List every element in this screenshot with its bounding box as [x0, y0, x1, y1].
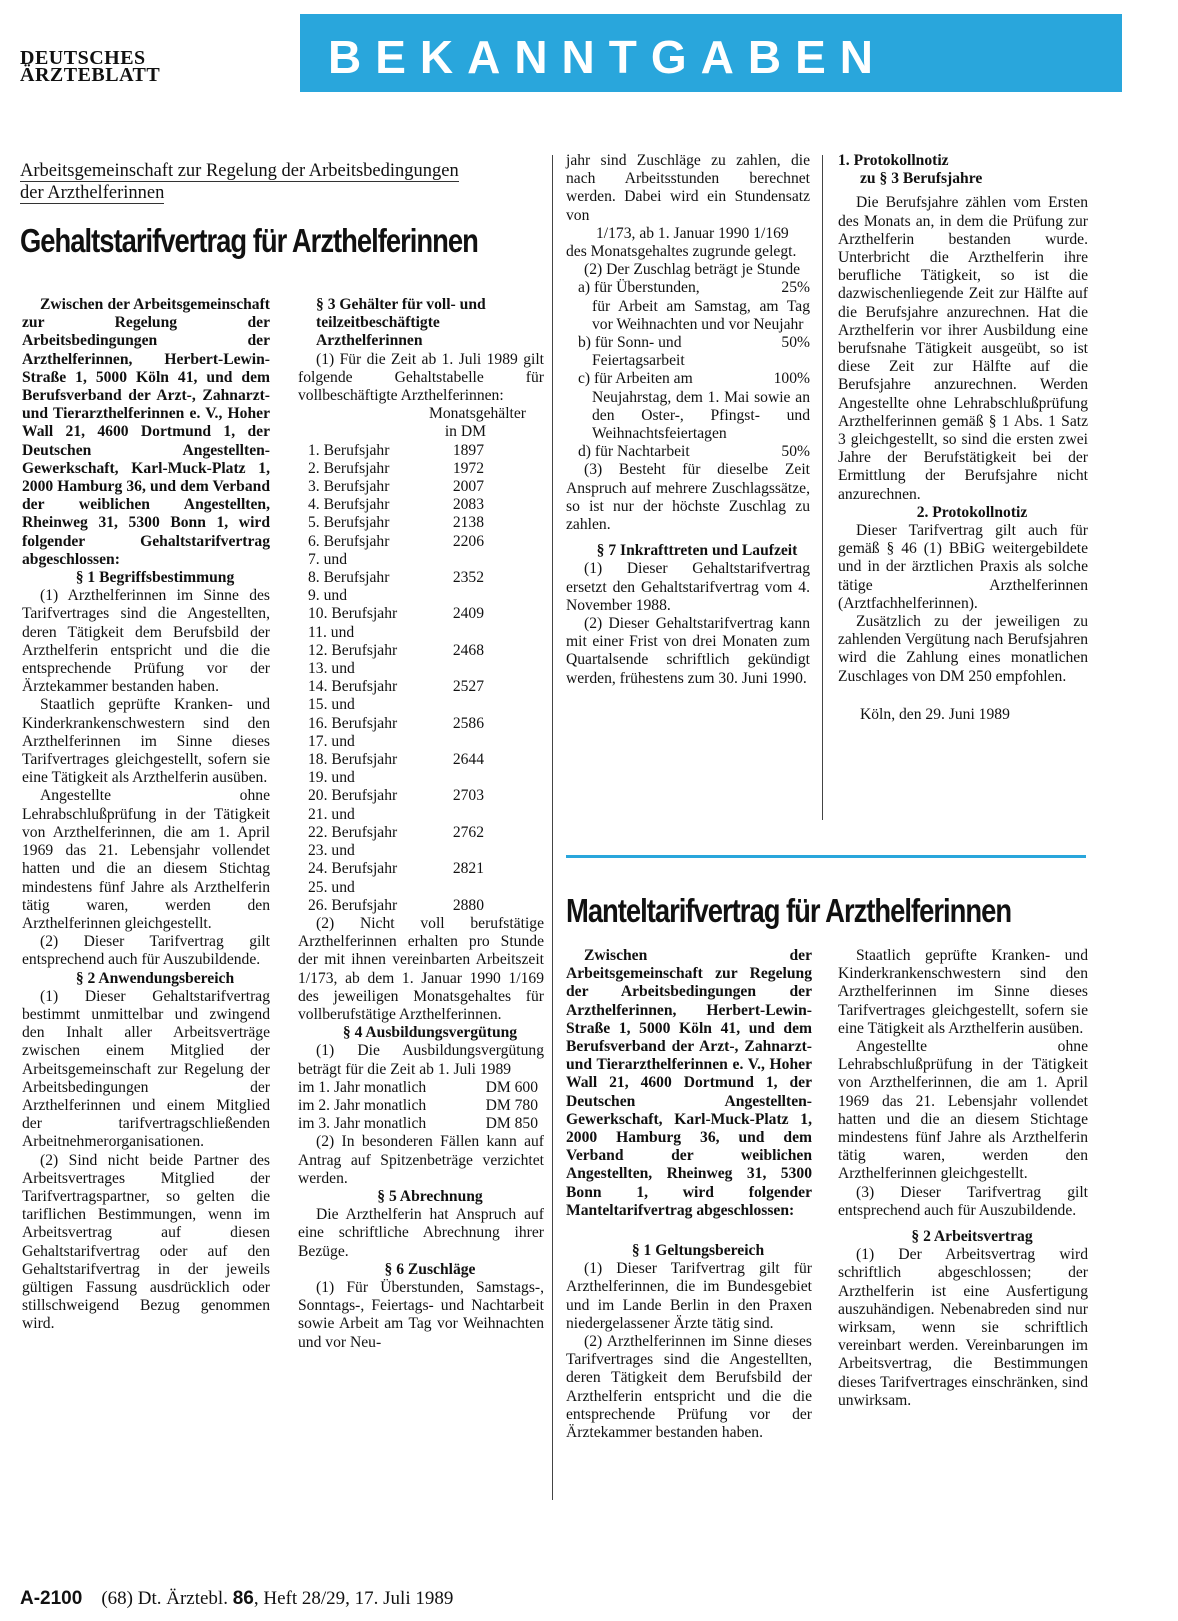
- berufsjahr-cell: 19. und: [308, 769, 355, 787]
- training-year-label: im 1. Jahr monatlich: [298, 1078, 427, 1096]
- table-row: [298, 715, 544, 733]
- berufsjahr-cell: 1. Berufsjahr: [308, 441, 390, 459]
- salary-cell: 2409: [452, 605, 484, 623]
- paragraph: (1) Arzthelferinnen im Sinne des Tarifvertrages sind die Angestellten, deren Tätigkeit dem Berufsbild der Arzthelferin entspricht und die die entsprechende Prüfung vor der Ärztekammer bestanden haben.: [22, 587, 270, 696]
- table-row: [298, 514, 544, 532]
- berufsjahr-cell: 11. und: [308, 623, 355, 641]
- berufsjahr-cell: 20. Berufsjahr: [308, 787, 398, 805]
- table-row: [298, 842, 544, 860]
- section-banner: [300, 14, 1122, 92]
- paragraph: (3) Dieser Tarifvertrag gilt entsprechend auch für Auszubildende.: [838, 1183, 1088, 1219]
- surcharge-c-desc: Neujahrstag, dem 1. Mai sowie an den Oster-, Pfingst- und Weihnachtsfeiertagen: [592, 388, 810, 443]
- table-row: [298, 660, 544, 678]
- table-row: [298, 605, 544, 623]
- column-3: [566, 152, 810, 688]
- table-row: [298, 696, 544, 714]
- salary-cell: 2468: [452, 641, 484, 659]
- table-row: [298, 806, 544, 824]
- banner-title: BEKANNTGABEN: [328, 31, 887, 83]
- section-4-title: § 4 Ausbildungsvergütung: [342, 1024, 518, 1042]
- table-row: [298, 733, 544, 751]
- table-row: [298, 860, 544, 878]
- section-separator: [566, 855, 1086, 858]
- org-line1: Arbeitsgemeinschaft zur Regelung der Arbeitsbedingungen: [20, 161, 459, 181]
- berufsjahr-cell: 12. Berufsjahr: [308, 641, 398, 659]
- paragraph: (1) Dieser Gehaltstarifvertrag bestimmt unmittelbar und zwingend den Inhalt aller Arbeitsverträge zwischen einem Mitglied der Arbeitsgemeinschaft zur Regelung der Arbeitsbedingungen der Arzthelferinnen und einem Mitglied der tarifvertragschließenden Arbeitnehmerorganisationen.: [22, 987, 270, 1151]
- intro-paragraph: Zwischen der Arbeitsgemeinschaft zur Regelung der Arbeitsbedingungen der Arzthelferinnen, Herbert-Lewin-Straße 1, 5000 Köln 41, und dem Berufsverband der Arzt-, Zahnarzt- und Tierarzthelferinnen e. V., Hoher Wall 21, 4600 Dortmund 1, der Deutschen Angestellten-Gewerkschaft, Karl-Muck-Platz 1, 2000 Hamburg 36, und dem Verband der weiblichen Angestellten, Rheinweg 31, 5300 Bonn 1, wird folgender Gehaltstarifvertrag abgeschlossen:: [22, 296, 270, 568]
- berufsjahr-cell: 23. und: [308, 842, 355, 860]
- table-row: [298, 569, 544, 587]
- table-header-line1: Monatsgehälter: [429, 405, 526, 423]
- title-manteltarifvertrag: Manteltarifvertrag für Arzthelferinnen: [566, 892, 1012, 929]
- paragraph: Angestellte ohne Lehrabschlußprüfung in der Tätigkeit von Arzthelferinnen, die am 1. April 1969 das 21. Lebensjahr vollendet hatten und die an diesem Stichtage mindestens fünf Jahre als Arzthelferin tätig waren, werden den Arzthelferinnen gleichgestellt.: [838, 1038, 1088, 1183]
- table-row: [298, 678, 544, 696]
- column-5: [566, 947, 812, 1442]
- paragraph: (1) Dieser Tarifvertrag gilt für Arzthelferinnen, die im Bundesgebiet und im Lande Berlin in den Praxen niedergelassener Ärzte tätig sind.: [566, 1260, 812, 1332]
- section-2-title: § 2 Anwendungsbereich: [75, 969, 235, 987]
- journal-logo: [20, 47, 200, 86]
- section-1-title: § 1 Geltungsbereich: [631, 1242, 765, 1260]
- column-divider: [822, 155, 823, 820]
- berufsjahr-cell: 10. Berufsjahr: [308, 605, 398, 623]
- salary-cell: 2586: [452, 714, 484, 732]
- salary-cell: 1972: [452, 459, 484, 477]
- berufsjahr-cell: 21. und: [308, 805, 355, 823]
- training-pay-amount: DM 780: [485, 1096, 538, 1114]
- paragraph: (1) Für die Zeit ab 1. Juli 1989 gilt folgende Gehaltstabelle für vollbeschäftigte Arzthelferinnen:: [298, 350, 544, 405]
- training-pay-item: [298, 1115, 544, 1133]
- section-6-title: § 6 Zuschläge: [384, 1260, 476, 1278]
- rate-line: 1/173, ab 1. Januar 1990 1/169: [596, 224, 789, 242]
- page-footer: [20, 1588, 453, 1610]
- paragraph: (3) Besteht für dieselbe Zeit Anspruch auf mehrere Zuschlagssätze, so ist nur der höchste Zuschlag zu zahlen.: [566, 461, 810, 534]
- table-row: [298, 897, 544, 915]
- table-row: [298, 551, 544, 569]
- note-1-subtitle: zu § 3 Berufsjahre: [860, 170, 983, 188]
- column-4: [838, 152, 1088, 724]
- table-row: [298, 624, 544, 642]
- table-row: [298, 496, 544, 514]
- salary-cell: 2206: [452, 532, 484, 550]
- paragraph: (2) Dieser Gehaltstarifvertrag kann mit einer Frist von drei Monaten zum Quartalsende schriftlich gekündigt werden, frühestens zum 30. Juni 1990.: [566, 615, 810, 687]
- salary-cell: 1897: [452, 441, 484, 459]
- paragraph: (2) Arzthelferinnen im Sinne dieses Tarifvertrages sind die Angestellten, deren Tätigkeit dem Berufsbild der Arzthelferin entspricht und die die entsprechende Prüfung vor der Ärztekammer bestanden haben.: [566, 1333, 812, 1442]
- salary-cell: 2352: [452, 569, 484, 587]
- salary-cell: [426, 551, 544, 569]
- section-5-title: § 5 Abrechnung: [377, 1187, 483, 1205]
- paragraph: Zusätzlich zu der jeweiligen zu zahlenden Vergütung nach Berufsjahren wird die Zahlung eines monatlichen Zuschlages von DM 250 empfohlen.: [838, 613, 1088, 685]
- berufsjahr-cell: 9. und: [308, 587, 347, 605]
- paragraph: Die Arzthelferin hat Anspruch auf eine schriftliche Abrechnung ihrer Bezüge.: [298, 1206, 544, 1260]
- table-row: [298, 533, 544, 551]
- salary-cell: [426, 660, 544, 678]
- salary-cell: [426, 624, 544, 642]
- berufsjahr-cell: 22. Berufsjahr: [308, 823, 398, 841]
- training-pay-list: [298, 1079, 544, 1134]
- surcharge-a-desc: für Arbeit am Samstag, am Tag vor Weihnachten und vor Neujahr: [592, 297, 810, 333]
- paragraph: (2) Dieser Tarifvertrag gilt entsprechend auch für Auszubildende.: [22, 933, 270, 969]
- salary-cell: [426, 587, 544, 605]
- table-row: [298, 824, 544, 842]
- title-gehaltstarifvertrag: Gehaltstarifvertrag für Arzthelferinnen: [20, 222, 478, 259]
- salary-cell: 2644: [452, 751, 484, 769]
- table-row: [298, 442, 544, 460]
- table-header: [298, 405, 544, 441]
- berufsjahr-cell: 8. Berufsjahr: [308, 569, 390, 587]
- paragraph: (1) Der Arbeitsvertrag wird schriftlich abgeschlossen; der Arzthelferin ist eine Ausfertigung auszuhändigen. Nebenabreden sind nur wirksam, wenn sie schriftlich vereinbart werden. Vereinbarungen im Arbeitsvertrag, die Bestimmungen dieses Tarifvertrages einschränken, sind unwirksam.: [838, 1246, 1088, 1409]
- paragraph: des Monatsgehaltes zugrunde gelegt.: [566, 243, 797, 261]
- salary-cell: 2762: [452, 823, 484, 841]
- note-2-title: 2. Protokollnotiz: [916, 503, 1028, 521]
- logo-line1: DEUTSCHES: [20, 47, 146, 69]
- salary-table: [298, 442, 544, 915]
- berufsjahr-cell: 17. und: [308, 732, 355, 750]
- surcharge-c-label: c) für Arbeiten am: [578, 370, 693, 388]
- section-3-title: § 3 Gehälter für voll- und teilzeitbeschäftigte Arzthelferinnen: [316, 296, 486, 350]
- journal-ref: (68) Dt. Ärztebl.: [101, 1588, 228, 1609]
- berufsjahr-cell: 25. und: [308, 878, 355, 896]
- paragraph: (2) In besonderen Fällen kann auf Antrag auf Spitzenbeträge verzichtet werden.: [298, 1133, 544, 1187]
- surcharge-c-value: 100%: [773, 370, 810, 388]
- salary-cell: [426, 806, 544, 824]
- paragraph: (2) Der Zuschlag beträgt je Stunde: [584, 261, 801, 279]
- surcharge-d-label: d) für Nachtarbeit: [578, 443, 690, 461]
- salary-cell: 2703: [452, 787, 484, 805]
- table-row: [298, 769, 544, 787]
- salary-cell: [426, 842, 544, 860]
- salary-cell: 2880: [452, 896, 484, 914]
- paragraph: Staatlich geprüfte Kranken- und Kinderkrankenschwestern sind den Arzthelferinnen im Sinne dieses Tarifvertrages gleichgestellt, sofern sie eine Tätigkeit als Arzthelferin ausüben.: [838, 947, 1088, 1037]
- berufsjahr-cell: 13. und: [308, 660, 355, 678]
- surcharge-a-value: 25%: [781, 279, 810, 297]
- table-row: [298, 478, 544, 496]
- training-pay-amount: DM 850: [485, 1115, 538, 1133]
- organization-heading: [20, 160, 560, 204]
- salary-cell: 2083: [452, 496, 484, 514]
- berufsjahr-cell: 26. Berufsjahr: [308, 896, 398, 914]
- signature-date: Köln, den 29. Juni 1989: [860, 705, 1010, 723]
- paragraph: jahr sind Zuschläge zu zahlen, die nach Arbeitsstunden berechnet werden. Dabei wird ein Stundensatz von: [566, 152, 810, 224]
- paragraph: Dieser Tarifvertrag gilt auch für gemäß § 46 (1) BBiG weitergebildete und in der ärztlichen Praxis als solche tätige Arzthelferinnen (Arztfachhelferinnen).: [838, 522, 1088, 612]
- surcharge-a-label: a) für Überstunden,: [578, 279, 700, 297]
- salary-cell: 2821: [452, 860, 484, 878]
- section-1-title: § 1 Begriffsbestimmung: [75, 569, 235, 587]
- berufsjahr-cell: 16. Berufsjahr: [308, 714, 398, 732]
- salary-cell: [426, 879, 544, 897]
- section-2-title: § 2 Arbeitsvertrag: [911, 1228, 1033, 1246]
- table-row: [298, 751, 544, 769]
- logo-line2: ÄRZTEBLATT: [20, 64, 161, 86]
- page-number: A-2100: [20, 1588, 83, 1609]
- section-7-title: § 7 Inkrafttreten und Laufzeit: [596, 542, 798, 560]
- paragraph: Staatlich geprüfte Kranken- und Kinderkrankenschwestern sind den Arzthelferinnen im Sinne dieses Tarifvertrages gleichgestellt, sofern sie eine Tätigkeit als Arzthelferin ausüben.: [22, 696, 270, 787]
- berufsjahr-cell: 3. Berufsjahr: [308, 478, 390, 496]
- column-1: [22, 296, 270, 1334]
- salary-cell: 2527: [452, 678, 484, 696]
- salary-cell: 2138: [452, 514, 484, 532]
- column-6: [838, 947, 1088, 1410]
- paragraph: (1) Die Ausbildungsvergütung beträgt für die Zeit ab 1. Juli 1989: [298, 1042, 544, 1078]
- surcharge-b-value: 50%: [781, 334, 810, 352]
- paragraph: (2) Nicht voll berufstätige Arzthelferinnen erhalten pro Stunde der mit ihnen vereinbarten Arbeitszeit 1/173, ab dem 1. Januar 1990 1/169 des jeweiligen Monatsgehaltes für vollberufstätige Arzthelferinnen.: [298, 914, 544, 1023]
- column-2: [298, 296, 544, 1352]
- volume-number: 86: [232, 1588, 254, 1609]
- table-row: [298, 642, 544, 660]
- intro-paragraph: Zwischen der Arbeitsgemeinschaft zur Regelung der Arbeitsbedingungen der Arzthelferinnen, Herbert-Lewin-Straße 1, 5000 Köln 41, und dem Berufsverband der Arzt-, Zahnarzt- und Tierarzthelferinnen e. V., Hoher Wall 21, 4600 Dortmund 1, der Deutschen Angestellten-Gewerkschaft, Karl-Muck-Platz 1, 2000 Hamburg 36, und dem Verband der weiblichen Angestellten, Rheinweg 31, 5300 Bonn 1, wird folgender Manteltarifvertrag abgeschlossen:: [566, 947, 812, 1219]
- training-pay-item: [298, 1097, 544, 1115]
- berufsjahr-cell: 24. Berufsjahr: [308, 860, 398, 878]
- surcharge-b-desc: Feiertagsarbeit: [592, 352, 685, 370]
- berufsjahr-cell: 14. Berufsjahr: [308, 678, 398, 696]
- berufsjahr-cell: 4. Berufsjahr: [308, 496, 390, 514]
- org-line2: der Arzthelferinnen: [20, 183, 165, 203]
- salary-cell: [426, 696, 544, 714]
- salary-cell: 2007: [452, 478, 484, 496]
- berufsjahr-cell: 15. und: [308, 696, 355, 714]
- paragraph: (1) Für Überstunden, Samstags-, Sonntags-, Feiertags- und Nachtarbeit sowie Arbeit am Tag vor Weihnachten und vor Neu-: [298, 1278, 544, 1351]
- training-year-label: im 3. Jahr monatlich: [298, 1115, 427, 1133]
- note-1-title: 1. Protokollnotiz: [838, 152, 949, 169]
- paragraph: Angestellte ohne Lehrabschlußprüfung in der Tätigkeit von Arzthelferinnen, die am 1. April 1969 das 21. Lebensjahr vollendet hatten und die an diesem Stichtag mindestens fünf Jahre als Arzthelferin tätig waren, werden den Arzthelferinnen gleichgestellt.: [22, 787, 270, 932]
- training-pay-amount: DM 600: [485, 1078, 538, 1096]
- table-row: [298, 879, 544, 897]
- berufsjahr-cell: 5. Berufsjahr: [308, 514, 390, 532]
- issue-info: , Heft 28/29, 17. Juli 1989: [253, 1588, 454, 1609]
- paragraph: Die Berufsjahre zählen vom Ersten des Monats an, in dem die Prüfung zur Arzthelferin bestanden wurde. Unterbricht die Arzthelferin ihre berufliche Tätigkeit, so ist die dazwischenliegende Zeit zur Hälfte auf die Berufsjahre anzurechnen. Hat die Arzthelferin vor ihrer Ausbildung eine berufsnahe Tätigkeit ausgeübt, so ist diese Zeit zur Hälfte auf die Berufsjahre anzurechnen. Werden Angestellte ohne Lehrabschlußprüfung Arzthelferinnen gemäß § 1 Abs. 1 Satz 3 gleichgestellt, so sind die ersten zwei Jahre der Berufstätigkeit bei der Ermittlung der Berufsjahre nicht anzurechnen.: [838, 194, 1088, 503]
- table-row: [298, 587, 544, 605]
- training-year-label: im 2. Jahr monatlich: [298, 1096, 427, 1114]
- column-divider: [552, 155, 553, 1500]
- training-pay-item: [298, 1079, 544, 1097]
- berufsjahr-cell: 6. Berufsjahr: [308, 532, 390, 550]
- berufsjahr-cell: 7. und: [308, 550, 347, 568]
- berufsjahr-cell: 18. Berufsjahr: [308, 751, 398, 769]
- paragraph: (1) Dieser Gehaltstarifvertrag ersetzt den Gehaltstarifvertrag vom 4. November 1988.: [566, 560, 810, 614]
- salary-cell: [426, 769, 544, 787]
- table-row: [298, 460, 544, 478]
- table-header-line2: in DM: [444, 423, 486, 441]
- table-row: [298, 787, 544, 805]
- paragraph: (2) Sind nicht beide Partner des Arbeitsvertrages Mitglied der Tarifvertragspartner, so gelten die tariflichen Bestimmungen, wenn im Arbeitsvertrag auf diesen Gehaltstarifvertrag oder auf den Gehaltstarifvertrag in der jeweils gültigen Fassung ausdrücklich oder stillschweigend Bezug genommen wird.: [22, 1151, 270, 1333]
- berufsjahr-cell: 2. Berufsjahr: [308, 459, 390, 477]
- surcharge-d-value: 50%: [781, 443, 810, 461]
- salary-cell: [426, 733, 544, 751]
- surcharge-b-label: b) für Sonn- und: [578, 334, 682, 352]
